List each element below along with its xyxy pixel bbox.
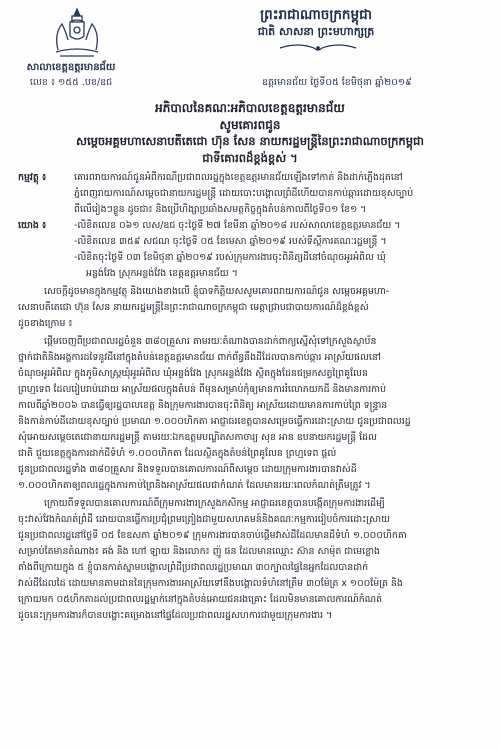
reference-block (18, 218, 488, 282)
date-line: ឧត្តរមានជ័យ ថ្ងៃទី០៥ ខែមិថុនា ឆ្នាំ២០១៩ (262, 77, 412, 88)
paragraph-line: ក្រោយមក ០៥ហិកតាដល់ប្រជាពលរដ្ឋម្នាក់នៅក្នុងតំបន់អោយជនរងគ្រោះ ដែលមិនមានគោលការណ៍កំណត់ (18, 594, 383, 605)
recipient-honorific: ជាទីគោរពដ៏ខ្ពង់ខ្ពស់ ។ (202, 151, 298, 165)
sender-title: អភិបាលនៃគណៈអភិបាលខេត្តឧត្តរមានជ័យ (155, 101, 345, 115)
paragraph-line: ចំណុចអូរអំពិល ក្នុងភូមិសាស្រ្តឃុំអូរអំពិល ឃុំអន្លង់វែង ស្រុកអន្លង់វែង ស្ថិតក្នុងដែនជម្រកសត្វព្រៃគូលែន (18, 368, 368, 379)
reference-item: អន្លង់វែង ស្រុកអន្លង់វែង ខេត្តឧត្តរមានជ័យ ។ (86, 268, 238, 279)
subject-block (18, 170, 488, 218)
reference-item: -លិខិតចុះថ្ងៃទី ០៣ ខែមិថុនា ឆ្នាំ២០១៩ របស់ក្រុមការងារចុះពិនិត្យដីនៅចំណុចអូរអំពិល ឃុំ (74, 252, 386, 263)
paragraph-line: ចុះវាស់វែងកំណត់ព្រំដី ដោយបានធ្វើការប្រជុំព្រមព្រៀងជាមួយសហគមន៍និងគណៈកម្មការរៀបចំការដោះស្រាយ (18, 514, 390, 525)
divider-ornament-icon (278, 42, 358, 54)
intro-line: សេចក្តីដូចមានក្នុងកម្មវត្ថុ និងយោងខាងលើ ខ្ញុំបាទកិត្តិយសសូមគោរពរាយការណ៍ជូន សម្តេចអគ្គមហា- (44, 286, 390, 297)
paragraph-line: ថ្នាក់ជាតិនិងអង្គការដទៃនូវដីនៅក្នុងតំបន់ខេត្តឧត្តរមានជ័យ ពាក់ព័ន្ធនឹងដីដែលបានកាប់ឆ្ការ អាស្រ័យផលនៅ (18, 352, 381, 363)
paragraph-line: ជូនប្រជាពលរដ្ឋនៅថ្ងៃទី ០៥ ខែឧសភា ឆ្នាំ២០១៩ ក្រុមការងារបានចាប់ផ្តើមវាស់ដីដែលមានដីទំហំ ១.០០០ហិកតា (18, 530, 407, 541)
reference-item: -លិខិតលេខ ០៦១ លស/ឧជ ចុះថ្ងៃទី ២៧ ខែមីនា ឆ្នាំ២០១៨ របស់សាលាខេត្តឧត្តរមានជ័យ ។ (74, 220, 401, 231)
paragraph-line: វាស់ដីដែលដៃ ដោយមានតាមដាននៃក្រុមការងារអាស្រ័យទៅនឹងបង្គោលទំហំនៅត្រឹម ៣០ម៉ែត្រ x ១០០ម៉ែត្រ និង (18, 578, 403, 589)
royal-coat-of-arms-icon (48, 6, 106, 58)
paragraph-line: សុំអោយសម្តេចតេជោនាយករដ្ឋមន្ត្រី តាមរយៈឯកឧត្តមបណ្ឌិតសភាចារ្យ សុខ អាន ឧបនាយករដ្ឋមន្ត្រី ដែល (18, 432, 377, 443)
paragraph-line: ផ្ដើមចេញពីប្រជាពលរដ្ឋចំនួន ៣៨០គ្រួសារ តាមរយៈតំណាងបានដាក់ពាក្យស្នើសុំទៅក្រសួងស្ថាប័ន (44, 336, 377, 347)
paragraph-line: ជាតិ ជួយខេត្តក្នុងការដាក់ដីទំហំ ១.០០០ហិកតា ដែលស្ថិតក្នុងតំបន់ព្រៃគូលែន ព្រហ្មទេព ផ្តល់ (18, 448, 337, 459)
letter-body (18, 170, 488, 624)
paragraph-line: ១.០០០ហិកតាឲ្យពលរដ្ឋក្នុងការកាប់ព្រៃនិងអាស្រ័យផលជាកំណត់ ដែលមានរយៈពេលកំណត់ត្រឹមត្រូវ ។ (18, 480, 371, 491)
subject-line: គោរពរាយការណ៍ជូនអំពីករណីប្រជាពលរដ្ឋក្នុងខេត្តឧត្តរមានជ័យឡើងទៅកាត់ និងដាក់ភ្លើងដុតនៅ (74, 172, 403, 183)
subject-label: កម្មវត្ថុ ៖ (18, 172, 47, 183)
paragraph-two (18, 496, 488, 624)
intro-line: ដូចខាងក្រោម ៖ (18, 318, 73, 329)
paragraph-line: សម្រាប់តែមានតំណាង៖ គង់ និង ហៅ ឡាយ និងលោក៖ ញ៉ូ ផន ដែលមានឈ្មោះ ស៊ាន សាម៉ុត ជាមេខ្លោង (18, 546, 380, 557)
paragraph-line: ជូនប្រជាពលរដ្ឋទាំង ៣៨០គ្រួសារ និងទទួលបានគោលការណ៍ពីសម្តេច ដោយក្រុមការងារបានវាស់ដី (18, 464, 357, 475)
subject-line: ភ្នំពេញរាយការណ៍សម្តេចជានាយករដ្ឋមន្ត្រី ដោយបោះបង្គោលព្រំដីហើយបានកាប់ឆ្ការដោយខុសច្បាប់ (74, 188, 414, 199)
reference-number: លេខ ៖ ១៥៥ .បខ/ឧជ (29, 77, 113, 88)
national-motto: ជាតិ សាសនា ព្រះមហាក្សត្រ (257, 25, 375, 38)
recipient-title: សម្តេចអគ្គមហាសេនាបតីតេជោ ហ៊ុន សែន នាយករដ្ឋមន្ត្រីនៃព្រះរាជាណាចក្រកម្ពុជា (76, 134, 424, 148)
intro-paragraph (18, 284, 488, 332)
reference-label: យោង ៖ (18, 220, 47, 231)
paragraph-line: កាលពីឆ្នាំ២០០៦ បានធ្វើឲ្យរដ្ឋបាលខេត្ត និងក្រុមការងារបានចុះពិនិត្យ អាស្រ័យដោយមានការកាប់ព្រៃ ទន្ទ្រាន (18, 400, 388, 411)
paragraph-line: ក្រោយពីទទួលបានគោលការណ៍ពីក្រុមការងារក្រសួងកសិកម្ម អាជ្ញាធរខេត្តបានបង្កើតក្រុមការងារដើម្បី (44, 498, 385, 509)
paragraph-line: តាំងពីក្រោយក្នុង ៥ ខ្ញុំបានកាត់ស្នាមបង្គោលព្រំដីប្រជាពលរដ្ឋប្រមាណ ៣០ក្បាលផ្ទៃនៃអ្នកដែលបានដាក់ (18, 562, 369, 573)
kingdom-title: ព្រះរាជាណាចក្រកម្ពុជា (260, 7, 372, 23)
subject-line: ពីលើរៀងៗខ្លួន ដូចជា៖ និងប្រើហិង្សាប្រឆាំងសមត្ថកិច្ចក្នុងតំបន់កាលពីថ្ងៃទី០១ ខែ១ ។ (74, 204, 367, 215)
paragraph-line: ព្រហ្មទេព ដែលរៀបរាប់ដោយ អាស្រ័យផលក្នុងតំបន់ ពីមុនសម្រាប់កុំឲ្យមានការរំលោភយកដី និងមានការកាប់ (18, 384, 387, 395)
paragraph-line: និងកាន់កាប់ដីដោយខុសច្បាប់ ប្រមាណ ១.០០០ហិកតា អាជ្ញាធរខេត្តបានសម្រេចធ្វើការដោះស្រាយ ជូនប្រជាពលរដ្ឋ (18, 416, 411, 427)
paragraph-line: ដូចនេះក្រុមការងារក៏បានបង្ហោះគម្រោងនៅផ្ទៃដែលប្រជាពលរដ្ឋសហការជាមួយក្រុមការងារ ។ (18, 610, 333, 621)
salutation: សូមគោរពជូន (219, 118, 281, 132)
intro-line: សេនាបតីតេជោ ហ៊ុន សែន នាយករដ្ឋមន្ត្រីនៃព្រះរាជាណាចក្រកម្ពុជា មេត្តាជ្រាបជាបាយការណ៍ដ៏ខ្ពង់ខ្ពស់ (18, 302, 369, 313)
reference-item: -លិខិតលេខ ៣៥៩ សជណ ចុះថ្ងៃទី ០៥ ខែមេសា ឆ្នាំ២០១៩ របស់ទីស្តីការគណៈរដ្ឋមន្ត្រី ។ (74, 236, 387, 247)
agency-name: សាលាខេត្តឧត្តរមានជ័យ (26, 62, 116, 73)
paragraph-one (18, 334, 488, 494)
